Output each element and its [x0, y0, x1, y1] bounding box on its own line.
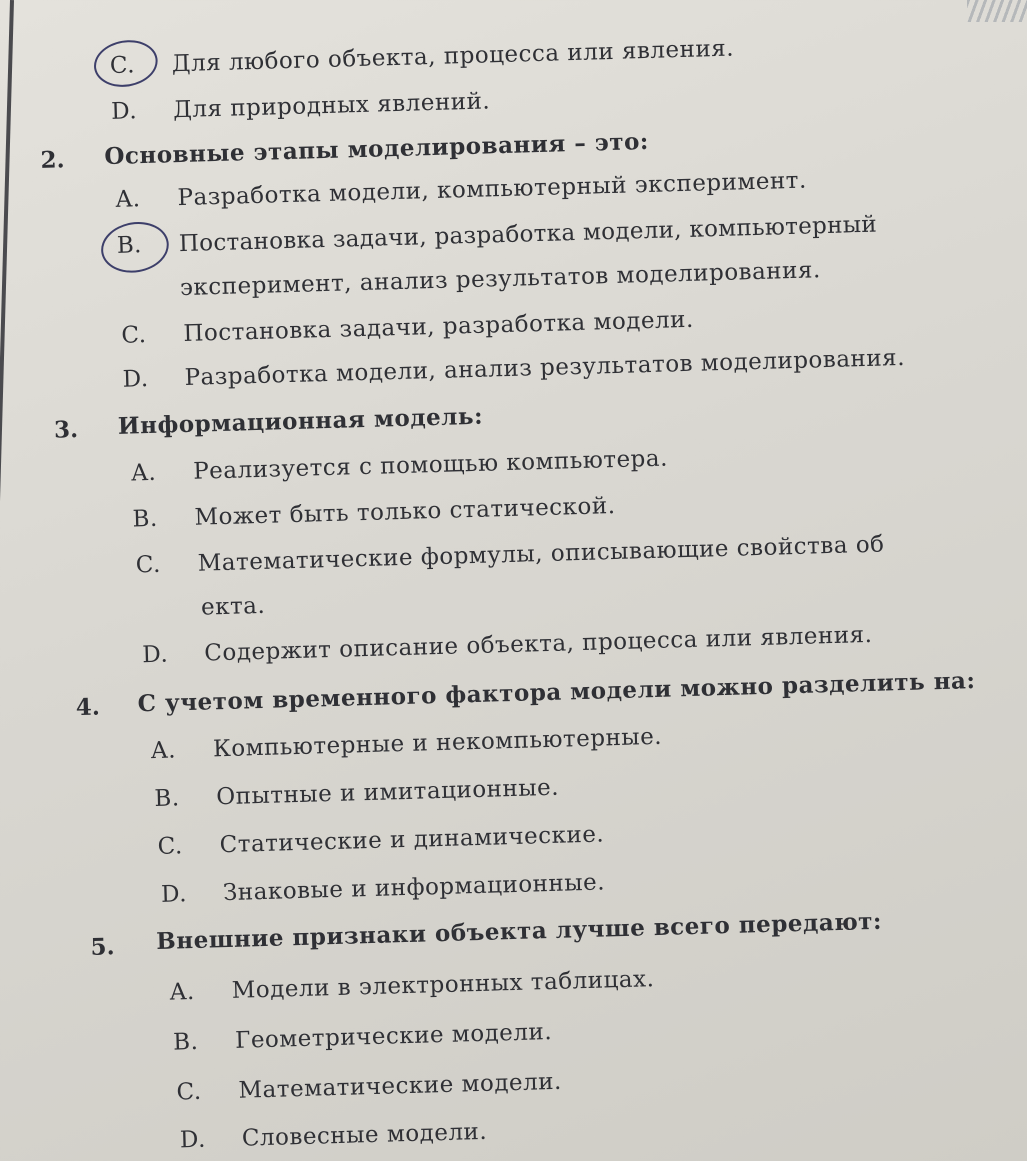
option-letter: C.	[176, 1078, 203, 1106]
option-text: Разработка модели, анализ результатов моделирования.	[184, 344, 906, 391]
option-letter: A.	[130, 459, 157, 487]
option-3d	[142, 622, 873, 668]
option-text: Математические формулы, описывающие свойства об	[197, 531, 885, 577]
option-letter: A.	[150, 737, 177, 765]
question-2: Основные этапы моделирования – это:	[104, 127, 650, 171]
option-text: Математические модели.	[238, 1068, 563, 1104]
option-text: Компьютерные и некомпьютерные.	[212, 723, 663, 763]
option-letter: C.	[157, 833, 184, 860]
option-text: Геометрические модели.	[234, 1018, 553, 1054]
option-letter: D.	[122, 366, 149, 393]
option-text: Постановка задачи, разработка модели, компьютерный	[178, 211, 878, 258]
option-4d	[161, 869, 606, 907]
option-5c	[176, 1069, 562, 1106]
option-letter: C.	[135, 551, 162, 579]
pen-circle-mark	[90, 35, 161, 91]
option-text: Постановка задачи, разработка модели.	[183, 306, 695, 348]
option-1d	[111, 88, 491, 125]
option-4b	[154, 775, 559, 812]
option-text: Реализуется с помощью компьютера.	[192, 445, 669, 485]
option-letter: B.	[116, 232, 143, 259]
option-2c	[121, 307, 694, 349]
option-letter: B.	[132, 505, 159, 533]
option-letter: C.	[121, 322, 147, 349]
question-number: 5.	[90, 933, 115, 961]
option-letter: D.	[141, 641, 169, 669]
option-2b	[117, 212, 878, 259]
option-2d	[122, 345, 905, 393]
option-letter: D.	[179, 1126, 207, 1154]
option-text: Модели в электронных таблицах.	[231, 966, 655, 1004]
option-3c-continued: екта.	[200, 592, 266, 621]
option-4c	[157, 821, 604, 859]
option-text: Может быть только статической.	[194, 493, 616, 531]
option-2b-continued: эксперимент, анализ результатов моделирования.	[179, 257, 822, 302]
option-letter: D.	[110, 98, 138, 125]
option-letter: D.	[160, 881, 188, 908]
option-3a	[131, 446, 668, 487]
option-text: Опытные и имитационные.	[215, 774, 560, 811]
option-5a	[169, 966, 654, 1006]
option-text: Знаковые и информационные.	[222, 869, 606, 907]
option-text: Для природных явлений.	[172, 88, 491, 124]
option-3c	[135, 532, 884, 579]
option-letter: A.	[115, 186, 141, 213]
question-3: Информационная модель:	[117, 402, 484, 440]
option-text: Статические и динамические.	[219, 821, 605, 859]
option-text: Содержит описание объекта, процесса или явления.	[203, 621, 873, 667]
option-letter: B.	[172, 1028, 199, 1056]
option-letter: B.	[154, 785, 180, 812]
option-5b	[173, 1019, 553, 1056]
question-number: 3.	[53, 415, 79, 444]
pen-circle-mark	[97, 217, 172, 278]
option-4a	[151, 724, 663, 764]
question-number: 2.	[40, 146, 65, 174]
option-letter: A.	[169, 978, 196, 1006]
question-5: Внешние признаки объекта лучше всего передают:	[155, 907, 883, 955]
option-letter: C.	[109, 52, 136, 79]
option-2a	[115, 168, 807, 213]
option-text: Разработка модели, компьютерный эксперимент.	[177, 167, 808, 212]
option-1c	[110, 36, 735, 79]
option-5d	[180, 1119, 488, 1154]
option-text: Для любого объекта, процесса или явления.	[171, 35, 735, 78]
option-3b	[132, 493, 616, 532]
question-number: 4.	[75, 693, 101, 722]
question-4: С учетом временного фактора модели можно разделить на:	[137, 667, 976, 718]
option-text: Словесные модели.	[241, 1118, 488, 1152]
